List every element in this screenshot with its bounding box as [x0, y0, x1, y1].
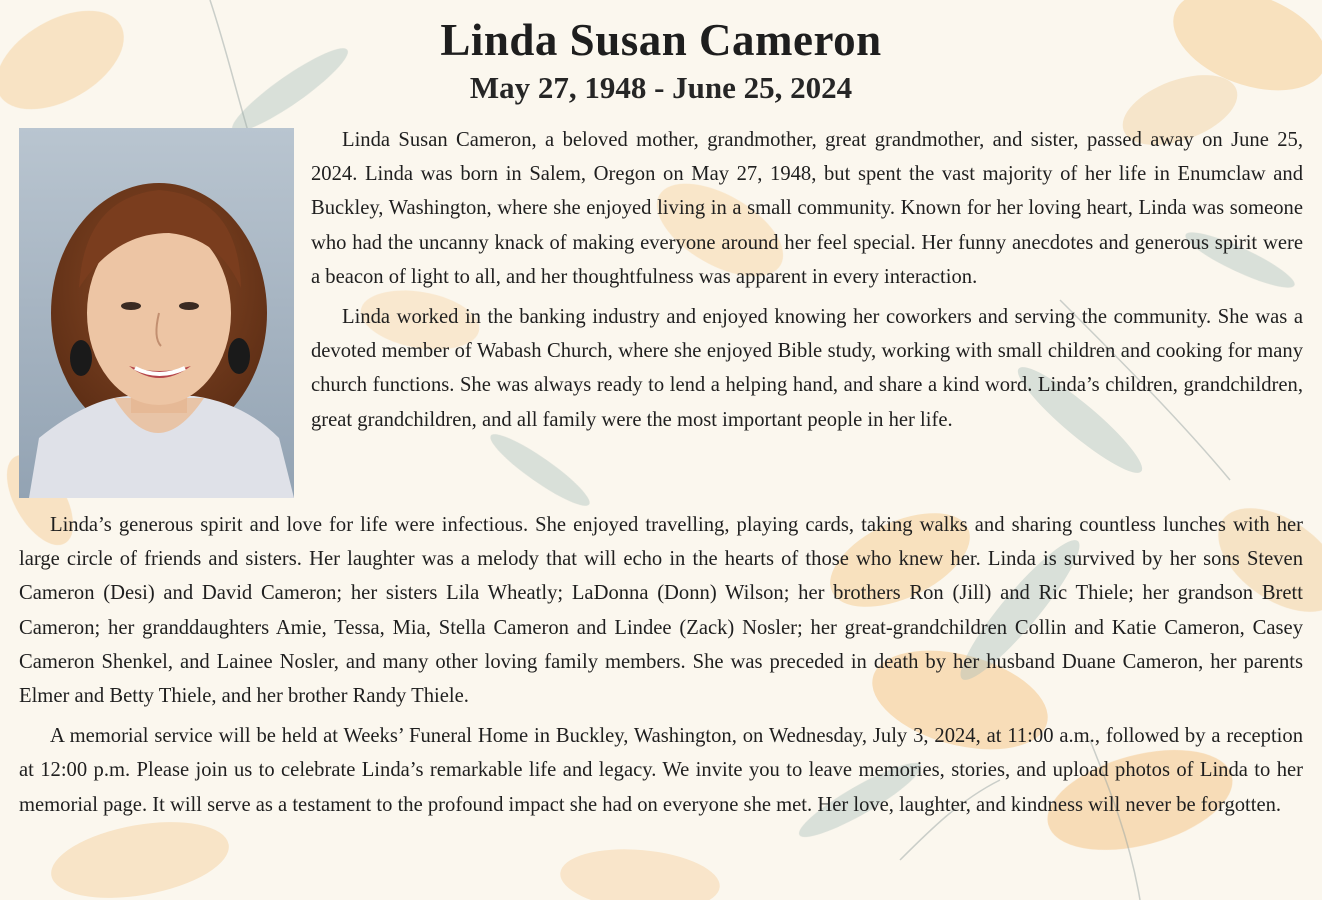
- obituary-name: Linda Susan Cameron: [440, 15, 882, 65]
- paragraph-memorial-service: A memorial service will be held at Weeks’ Funeral Home in Buckley, Washington, on Wednesday, July 3, 2024, at 11:00 a.m., followed by a reception at 12:00 p.m. Please join us to celebrate Linda’s remarkable life and legacy. We invite you to leave memories, stories, and upload photos of Linda to her memorial page. It will serve as a testament to the profound impact she had on everyone she met. Her love, laughter, and kindness will never be forgotten.: [19, 725, 1303, 816]
- paragraph-intro: Linda Susan Cameron, a beloved mother, grandmother, great grandmother, and sister, passed away on June 25, 2024. Linda was born in Salem, Oregon on May 27, 1948, but spent the vast majority of her life in Enumclaw and Buckley, Washington, where she enjoyed living in a small community. Known for her loving heart, Linda was someone who had the uncanny knack of making everyone around her feel special. Her funny anecdotes and generous spirit were a beacon of light to all, and her thoughtfulness was apparent in every interaction.: [311, 129, 1303, 288]
- paragraph-career: Linda worked in the banking industry and enjoyed knowing her coworkers and serving the community. She was a devoted member of Wabash Church, where she enjoyed Bible study, working with small children and cooking for many church functions. She was always ready to lend a helping hand, and share a kind word. Linda’s children, grandchildren, great grandchildren, and all family were the most important people in her life.: [311, 306, 1303, 431]
- obituary-dates: May 27, 1948 - June 25, 2024: [469, 70, 853, 105]
- portrait-photo: [19, 128, 294, 498]
- obituary-text-bottom: [19, 508, 1303, 822]
- paragraph-family: Linda’s generous spirit and love for life were infectious. She enjoyed travelling, playing cards, taking walks and sharing countless lunches with her large circle of friends and sisters. Her laughter was a melody that will echo in the hearts of those who knew her. Linda is survived by her sons Steven Cameron (Desi) and David Cameron; her sisters Lila Wheatly; LaDonna (Donn) Wilson; her brothers Ron (Jill) and Ric Thiele; her grandson Brett Cameron; her granddaughters Amie, Tessa, Mia, Stella Cameron and Lindee (Zack) Nosler; her great-grandchildren Collin and Katie Cameron, Casey Cameron Shenkel, and Lainee Nosler, and many other loving family members. She was preceded in death by her husband Duane Cameron, her parents Elmer and Betty Thiele, and her brother Randy Thiele.: [19, 514, 1303, 708]
- obituary-text-top: [311, 123, 1303, 437]
